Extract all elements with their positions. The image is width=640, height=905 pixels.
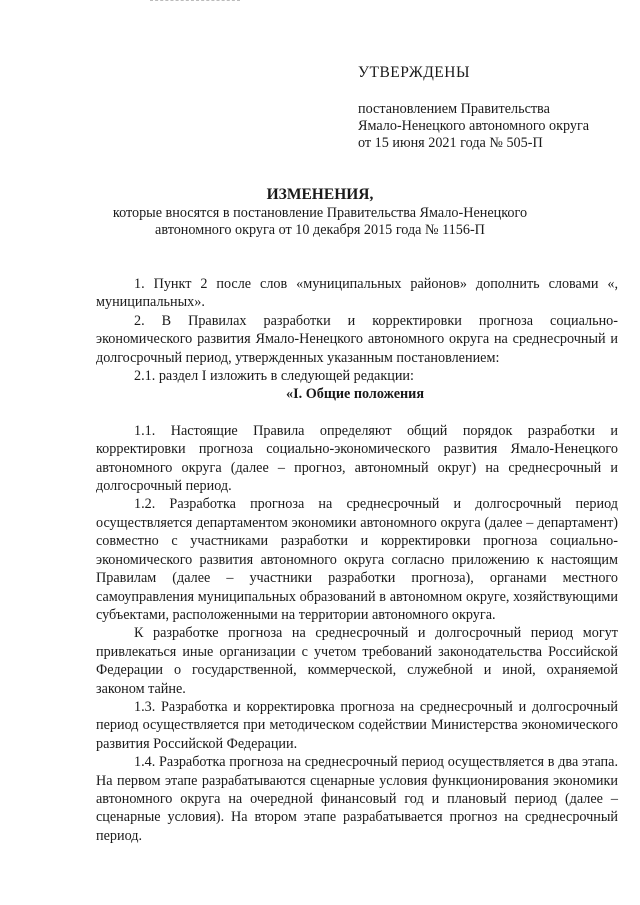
paragraph-2: 2. В Правилах разработки и корректировки прогноза социально-экономического развития Ямало-Ненецкого автономного округа на среднесрочный и долгосрочный период, утвержденных указанным постановлением:: [96, 312, 618, 366]
decree-line: постановлением Правительства: [358, 101, 550, 117]
section-1-1: 1.1. Настоящие Правила определяют общий порядок разработки и корректировки прогноза социально-экономического развития Ямало-Ненецкого автономного округа (далее – прогноз, автономный округ) на среднесрочный и долгосрочный период.: [96, 422, 618, 495]
section-1-4: 1.4. Разработка прогноза на среднесрочный период осуществляется в два этапа. На первом этапе разрабатываются сценарные условия функционирования экономики автономного округа на очередной финансовый год и плановый период (далее – сценарные условия). На втором этапе разрабатывается прогноз на среднесрочный период.: [96, 754, 618, 844]
section-1-3: 1.3. Разработка и корректировка прогноза на среднесрочный и долгосрочный период осуществляется при методическом содействии Министерства экономического развития Российской Федерации.: [96, 698, 618, 752]
document-body: [96, 275, 618, 845]
decree-line: Ямало-Ненецкого автономного округа: [358, 118, 590, 134]
paragraph-1: 1. Пункт 2 после слов «муниципальных районов» дополнить словами «, муниципальных».: [96, 276, 618, 311]
section-heading: «I. Общие положения: [286, 386, 425, 403]
subtitle-line: которые вносятся в постановление Правительства Ямало-Ненецкого: [112, 205, 528, 221]
document-title: ИЗМЕНЕНИЯ,: [266, 186, 374, 203]
section-1-2: 1.2. Разработка прогноза на среднесрочный и долгосрочный период осуществляется департаментом экономики автономного округа (далее – департамент) совместно с участниками разработки и корректировки прогноза социально-экономического развития автономного округа согласно приложению к настоящим Правилам (далее – участники разработки прогноза), органами местного самоуправления муниципальных образований в автономном округе, хозяйствующими субъектами, расположенными на территории автономного округа.: [96, 496, 618, 623]
paragraph-2-1: 2.1. раздел I изложить в следующей редакции:: [134, 368, 414, 385]
spacer: [96, 404, 618, 422]
decree-line: от 15 июня 2021 года № 505-П: [358, 135, 543, 151]
subtitle-line: автономного округа от 10 декабря 2015 года № 1156-П: [155, 222, 485, 238]
approval-decree: [358, 101, 589, 152]
approved-stamp: УТВЕРЖДЕНЫ: [358, 64, 470, 81]
document-subtitle: [0, 205, 640, 239]
section-1-2-continued: К разработке прогноза на среднесрочный и долгосрочный период могут привлекаться иные организации с учетом требований законодательства Российской Федерации о государственной, коммерческой, служебной и иной, охраняемой законом тайне.: [96, 625, 618, 697]
scan-edge-mark: [150, 0, 240, 2]
